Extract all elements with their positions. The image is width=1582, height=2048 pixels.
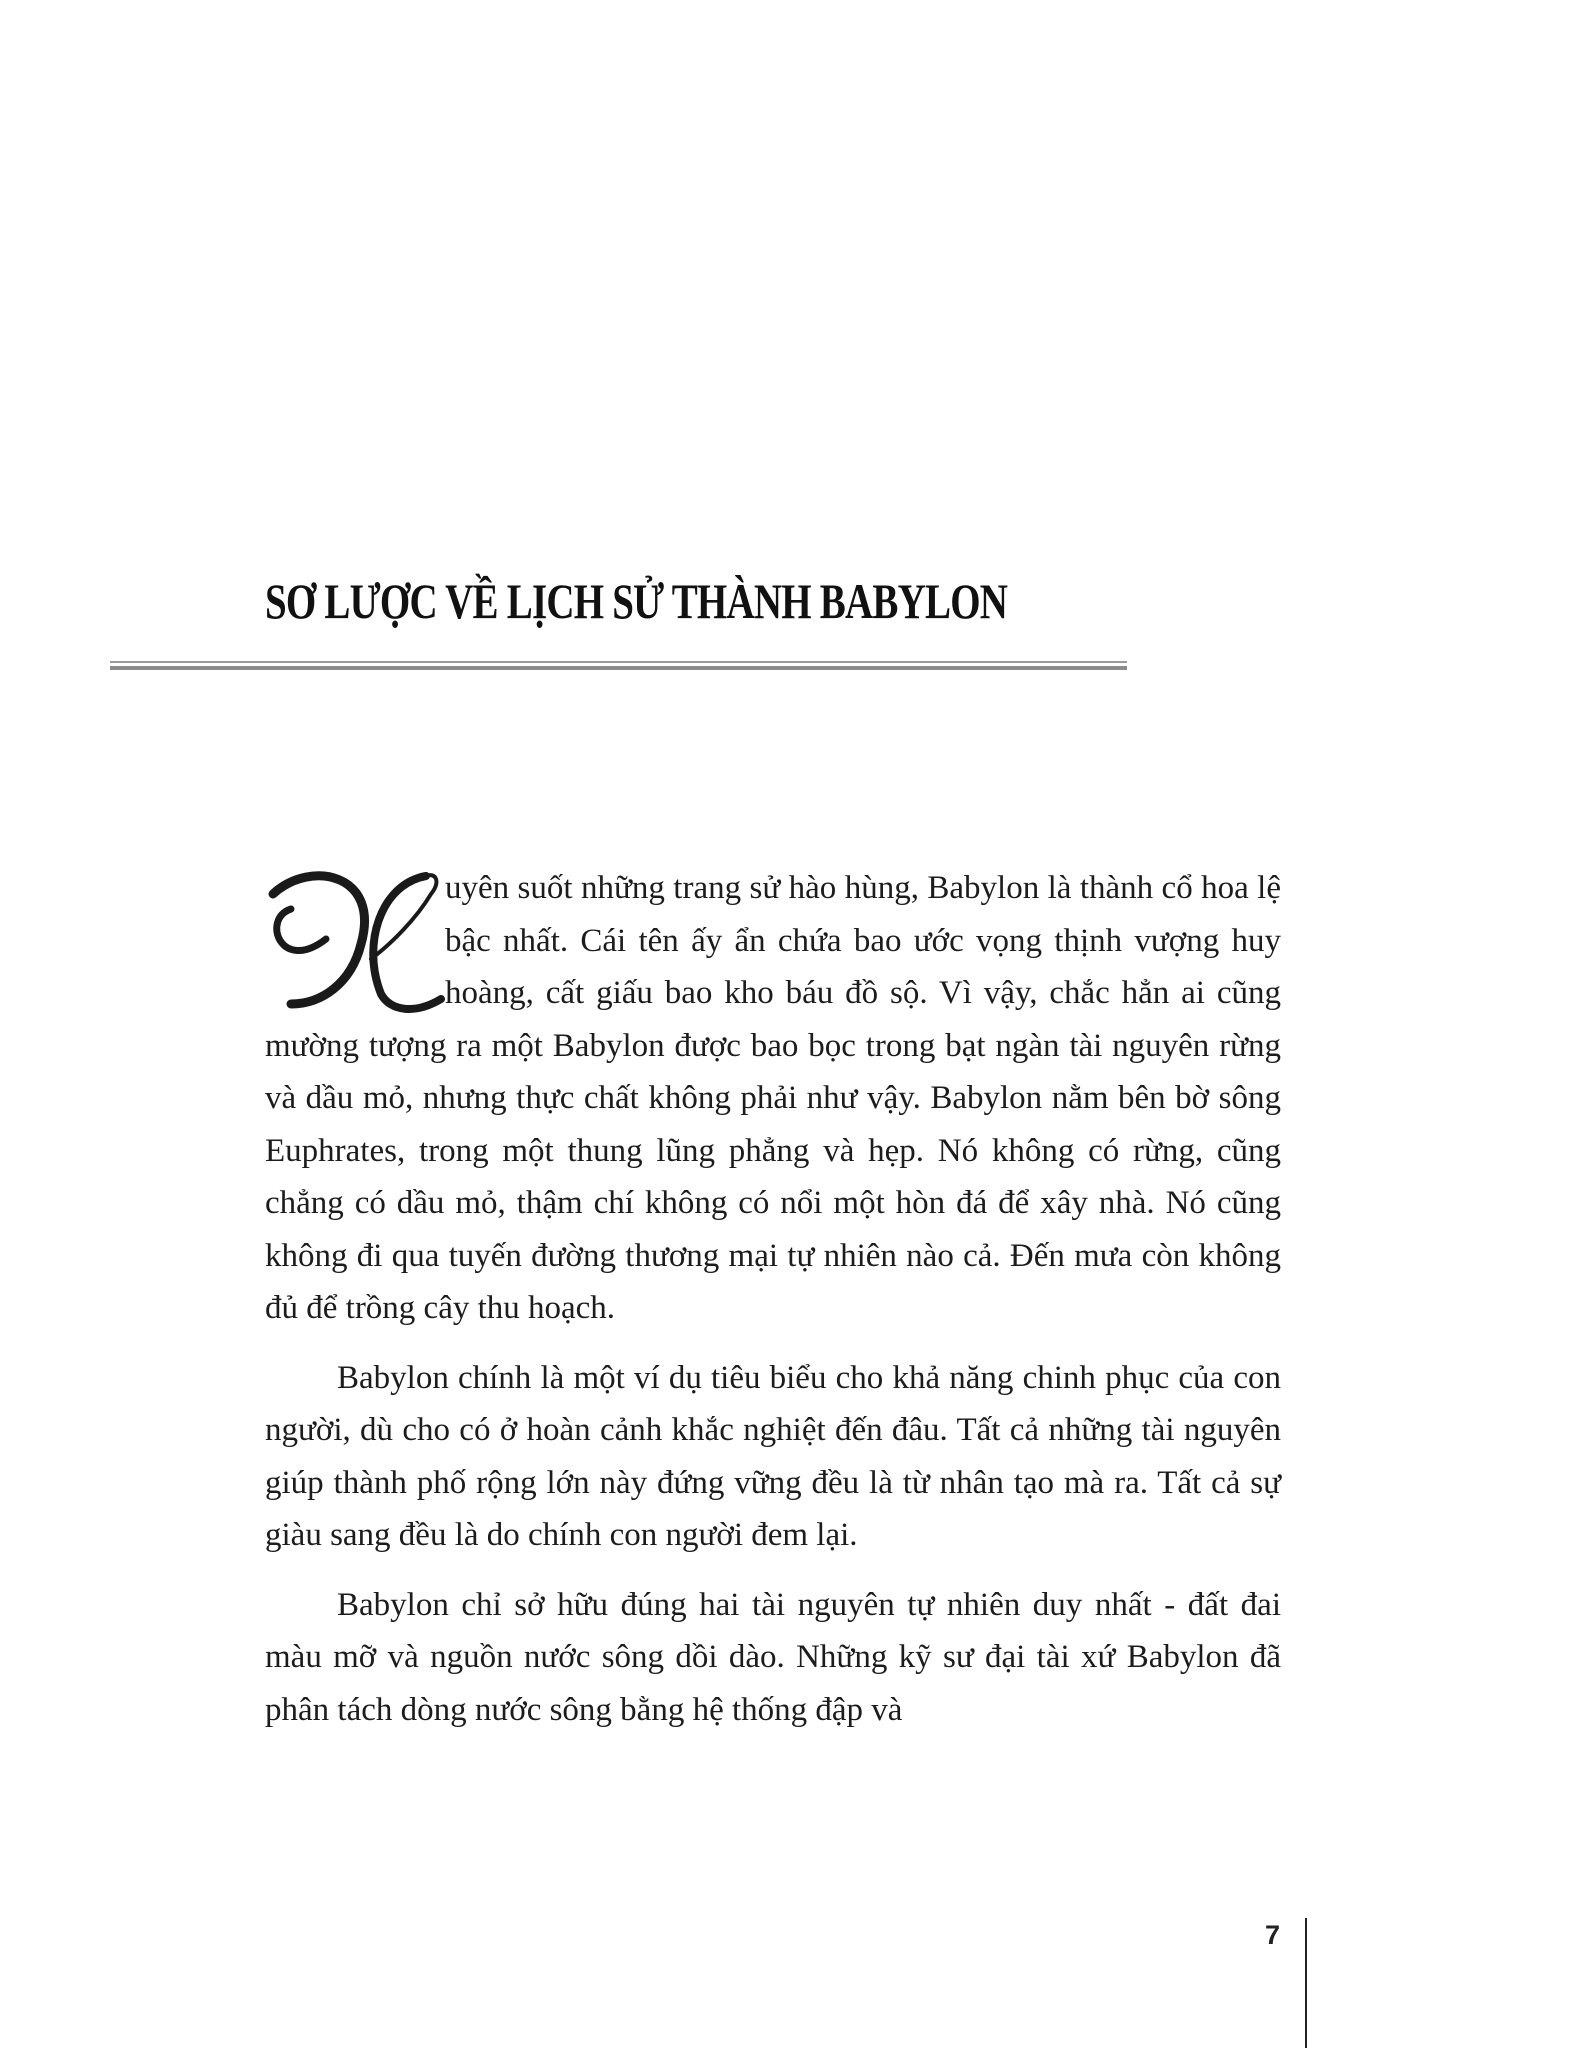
chapter-title: SƠ LƯỢC VỀ LỊCH SỬ THÀNH BABYLON [265,573,1008,629]
paragraph-2: Babylon chính là một ví dụ tiêu biểu cho khả năng chinh phục của con người, dù cho có ở hoàn cảnh khắc nghiệt đến đâu. Tất cả những tài nguyên giúp thành phố rộng lớn này đứng vững đều là từ nhân tạo mà ra. Tất cả sự giàu sang đều là do chính con người đem lại. [265,1359,1281,1553]
chapter-body [265,862,1281,1736]
page-margin-line [1305,1918,1307,2048]
page-number: 7 [1265,1920,1281,1950]
title-rule-thick [110,666,1127,670]
title-rule-thin [110,661,1127,663]
first-paragraph-block [265,862,1281,1335]
paragraph-3: Babylon chỉ sở hữu đúng hai tài nguyên tự nhiên duy nhất - đất đai màu mỡ và nguồn nước sông dồi dào. Những kỹ sư đại tài xứ Babylon đã phân tách dòng nước sông bằng hệ thống đập và [265,1586,1281,1728]
dropcap-x-icon [251,864,441,1014]
paragraph-1: uyên suốt những trang sử hào hùng, Babylon là thành cổ hoa lệ bậc nhất. Cái tên ấy ẩn chứa bao ước vọng thịnh vượng huy hoàng, cất giấu bao kho báu đồ sộ. Vì vậy, chắc hẳn ai cũng mường tượng ra một Babylon được bao bọc trong bạt ngàn tài nguyên rừng và dầu mỏ, nhưng thực chất không phải như vậy. Babylon nằm bên bờ sông Euphrates, trong một thung lũng phẳng và hẹp. Nó không có rừng, cũng chẳng có dầu mỏ, thậm chí không có nổi một hòn đá để xây nhà. Nó cũng không đi qua tuyến đường thương mại tự nhiên nào cả. Đến mưa còn không đủ để trồng cây thu hoạch. [265,870,1281,1326]
